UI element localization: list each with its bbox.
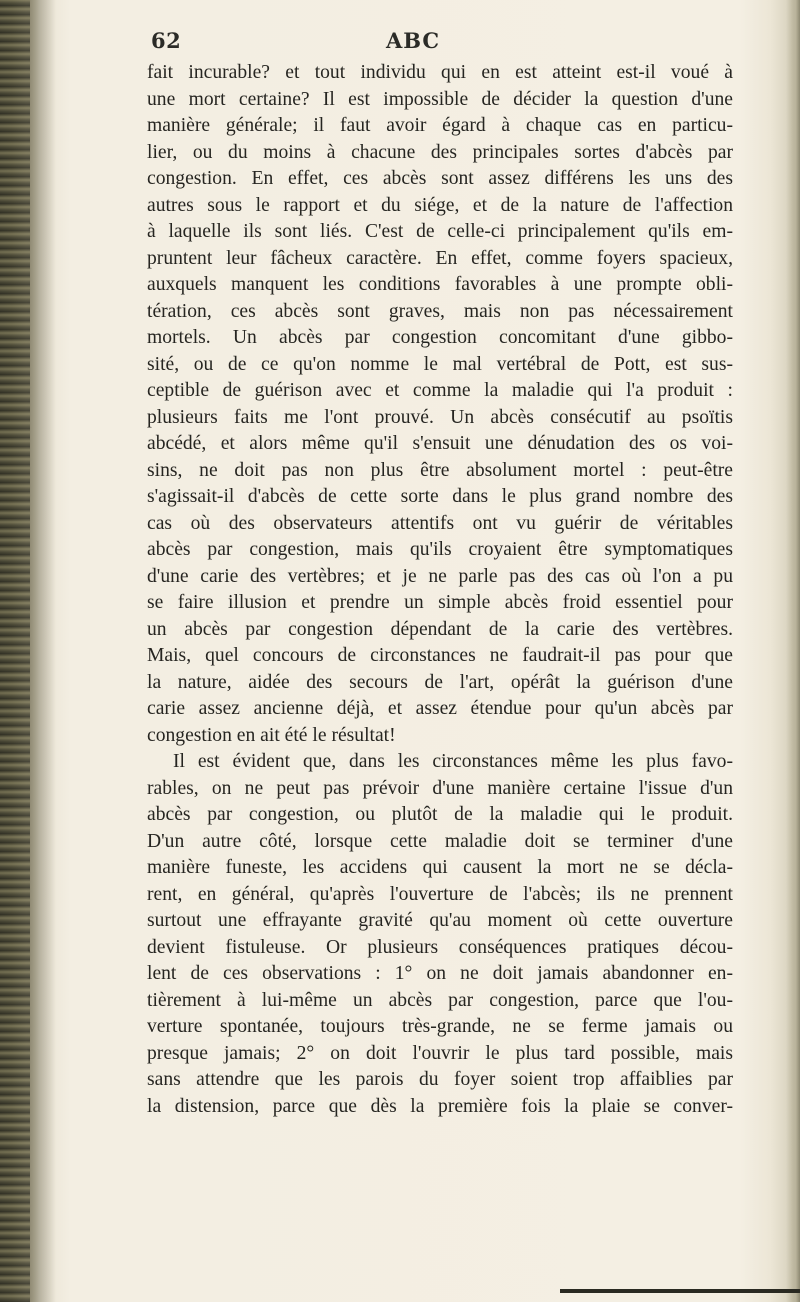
text-line: sité, ou de ce qu'on nomme le mal vertébral de Pott, est sus- [147, 353, 733, 375]
text-line: surtout une effrayante gravité qu'au moment où cette ouverture [147, 910, 733, 931]
text-line: cas où des observateurs attentifs ont vu guérir de véritables [147, 512, 733, 534]
gutter-shadow [30, 0, 56, 1302]
text-line: Mais, quel concours de circonstances ne faudrait-il pas pour que [147, 645, 733, 666]
running-title: ABC [386, 28, 441, 53]
text-line: une mort certaine? Il est impossible de décider la question d'une [147, 88, 733, 110]
book-spine-shadow [0, 0, 30, 1302]
text-line: sins, ne doit pas non plus être absolument mortel : peut-être [147, 459, 733, 481]
text-line: verture spontanée, toujours très-grande, ne se ferme jamais ou [147, 1016, 733, 1037]
text-line: devient fistuleuse. Or plusieurs conséquences pratiques décou- [147, 936, 733, 958]
text-line: d'une carie des vertèbres; et je ne parle pas des cas où l'on a pu [147, 565, 733, 587]
text-line: pruntent leur fâcheux caractère. En effet, comme foyers spacieux, [147, 247, 733, 269]
text-line: D'un autre côté, lorsque cette maladie doit se terminer d'une [147, 830, 733, 852]
text-line: mortels. Un abcès par congestion concomitant d'une gibbo- [147, 327, 733, 348]
text-line: Il est évident que, dans les circonstances même les plus favo- [173, 751, 733, 772]
text-line: lent de ces observations : 1° on ne doit jamais abandonner en- [147, 963, 733, 984]
paragraph-2 [147, 749, 733, 1120]
text-line: tération, ces abcès sont graves, mais non pas nécessairement [147, 300, 733, 322]
text-line: presque jamais; 2° on doit l'ouvrir le plus tard possible, mais [147, 1042, 733, 1064]
text-line: se faire illusion et prendre un simple abcès froid essentiel pour [147, 592, 733, 613]
text-line: plusieurs faits me l'ont prouvé. Un abcès consécutif au psoïtis [147, 406, 733, 428]
text-line: rent, en général, qu'après l'ouverture de l'abcès; ils ne prennent [147, 883, 733, 905]
text-line: un abcès par congestion dépendant de la carie des vertèbres. [147, 618, 733, 640]
text-line: à laquelle ils sont liés. C'est de celle-ci principalement qu'ils em- [147, 221, 733, 242]
text-line: congestion. En effet, ces abcès sont assez différens les uns des [147, 168, 733, 189]
text-line: abcédé, et alors même qu'il s'ensuit une dénudation des os voi- [147, 433, 733, 454]
body-text [147, 60, 733, 1120]
text-line: abcès par congestion, ou plutôt de la maladie qui le produit. [147, 804, 733, 825]
page-header [151, 28, 626, 62]
text-line: autres sous le rapport et du siége, et de la nature de l'affection [147, 194, 733, 216]
text-line: rables, on ne peut pas prévoir d'une manière certaine l'issue d'un [147, 777, 733, 799]
text-line: ceptible de guérison avec et comme la maladie qui l'a produit : [147, 380, 733, 401]
page-number: 62 [151, 28, 182, 53]
text-line: tièrement à lui-même un abcès par congestion, parce que l'ou- [147, 989, 733, 1011]
text-line: carie assez ancienne déjà, et assez étendue pour qu'un abcès par [147, 698, 733, 719]
text-line: manière funeste, les accidens qui causent la mort ne se décla- [147, 857, 733, 878]
page-bottom-edge [560, 1289, 800, 1293]
paragraph-1 [147, 60, 733, 749]
text-line: la nature, aidée des secours de l'art, opérât la guérison d'une [147, 671, 733, 693]
page-edge [786, 0, 800, 1302]
text-line: auxquels manquent les conditions favorables à une prompte obli- [147, 274, 733, 295]
text-line: fait incurable? et tout individu qui en est atteint est-il voué à [147, 62, 733, 83]
text-line: manière générale; il faut avoir égard à chaque cas en particu- [147, 115, 733, 136]
text-line: s'agissait-il d'abcès de cette sorte dans le plus grand nombre des [147, 486, 733, 507]
text-line: abcès par congestion, mais qu'ils croyaient être symptomatiques [147, 539, 733, 560]
text-line: congestion en ait été le résultat! [147, 724, 396, 746]
text-line: la distension, parce que dès la première fois la plaie se conver- [147, 1095, 733, 1117]
text-line: sans attendre que les parois du foyer soient trop affaiblies par [147, 1069, 733, 1090]
text-line: lier, ou du moins à chacune des principales sortes d'abcès par [147, 141, 733, 163]
